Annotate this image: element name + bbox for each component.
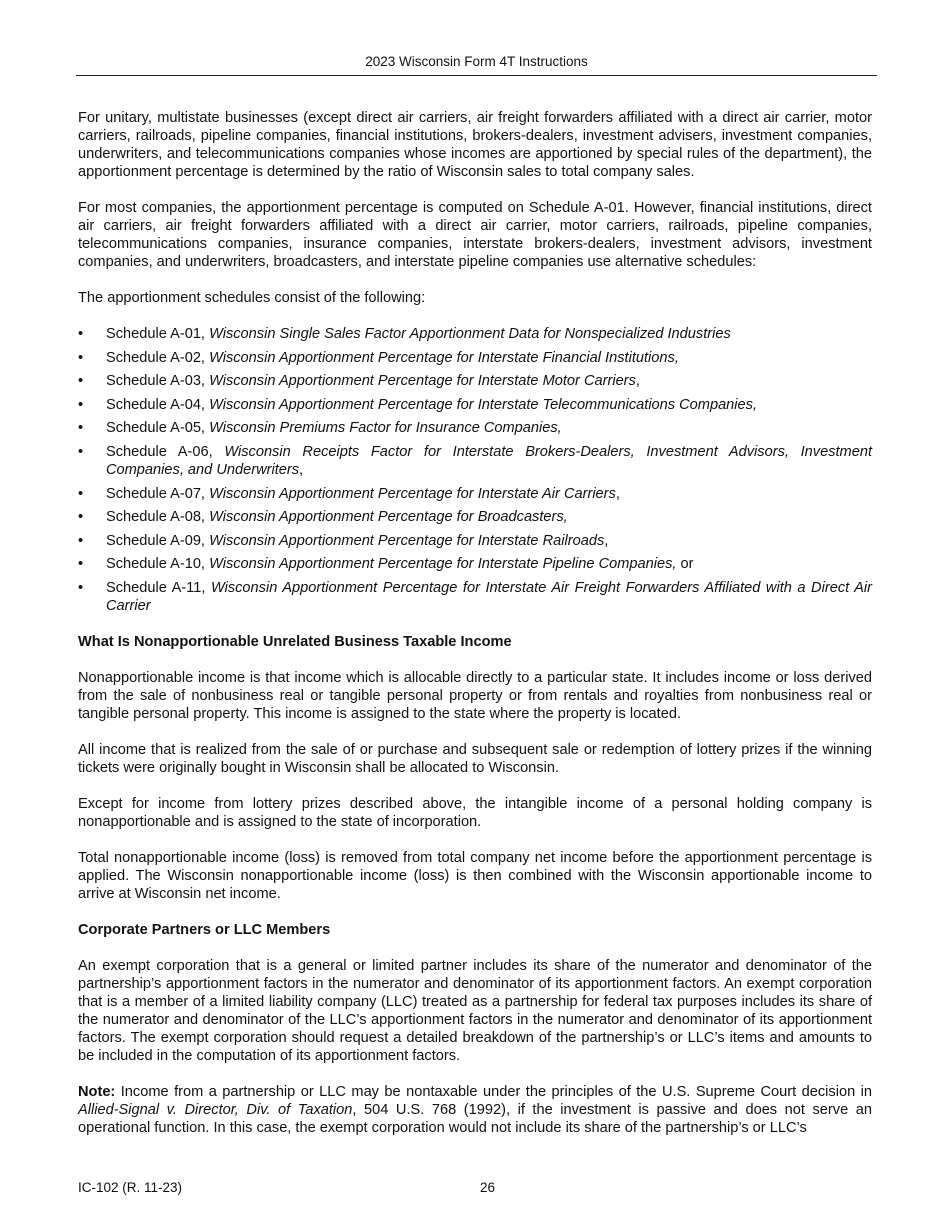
bullet-icon: • <box>78 443 84 460</box>
paragraph-personal-holding: Except for income from lottery prizes described above, the intangible income of a personal holding company is nonapportionable and is assigned to the state of incorporation. <box>78 795 872 830</box>
paragraph-most-companies: For most companies, the apportionment percentage is computed on Schedule A-01. However, financial institutions, direct air carriers, air freight forwarders affiliated with a direct air carrier, motor carriers, railroads, pipeline companies, telecommunications companies, insurance companies, interstate brokers-dealers, investment advisors, investment companies, and underwriters, broadcasters, and interstate pipeline companies use alternative schedules: <box>78 200 872 270</box>
paragraph-schedules-intro: The apportionment schedules consist of the following: <box>78 290 426 306</box>
paragraph-note: Note: Income from a partnership or LLC may be nontaxable under the principles of the U.S. Supreme Court decision in Allied-Signal v. Director, Div. of Taxation, 504 U.S. 768 (1992), if the investment is passive and does not serve an operational function. In this case, the exempt corporation would not include its share of the partnership’s or LLC’s <box>78 1083 872 1136</box>
list-item: • Schedule A-02, Wisconsin Apportionment Percentage for Interstate Financial Institutions, <box>78 349 679 366</box>
bullet-icon: • <box>78 326 84 342</box>
paragraph-total-nonapportionable: Total nonapportionable income (loss) is removed from total company net income before the apportionment percentage is applied. The Wisconsin nonapportionable income (loss) is then combined with the Wisconsin apportionable income to arrive at Wisconsin net income. <box>78 849 872 902</box>
list-item: • Schedule A-03, Wisconsin Apportionment Percentage for Interstate Motor Carriers, <box>78 373 640 390</box>
paragraph-lottery-prizes: All income that is realized from the sale of or purchase and subsequent sale or redemption of lottery prizes if the winning tickets were originally bought in Wisconsin shall be allocated to Wisconsin. <box>78 741 872 776</box>
page-number: 26 <box>480 1180 496 1195</box>
list-item: • Schedule A-11, Wisconsin Apportionment Percentage for Interstate Air Freight Forwarders Affiliated with a Direct Air Carrier <box>78 579 872 614</box>
case-citation: Allied-Signal v. Director, Div. of Taxation <box>78 1101 353 1118</box>
list-item: • Schedule A-01, Wisconsin Single Sales Factor Apportionment Data for Nonspecialized Industries <box>78 326 731 342</box>
section-heading-nonapportionable: What Is Nonapportionable Unrelated Business Taxable Income <box>78 633 512 650</box>
list-item: • Schedule A-05, Wisconsin Premiums Factor for Insurance Companies, <box>78 420 562 437</box>
page-header: 2023 Wisconsin Form 4T Instructions <box>76 54 877 76</box>
bullet-icon: • <box>78 373 84 390</box>
schedule-list <box>78 325 872 615</box>
paragraph-nonapportionable-definition: Nonapportionable income is that income which is allocable directly to a particular state. It includes income or loss derived from the sale of nonbusiness real or tangible personal property or from rentals and royalties from nonbusiness real or tangible personal property. This income is assigned to the state where the property is located. <box>78 669 872 722</box>
bullet-icon: • <box>78 579 84 596</box>
bullet-icon: • <box>78 396 84 413</box>
bullet-icon: • <box>78 509 84 526</box>
bullet-icon: • <box>78 349 84 366</box>
list-item: • Schedule A-06, Wisconsin Receipts Factor for Interstate Brokers-Dealers, Investment Advisors, Investment Companies, and Underwriters, <box>78 443 872 478</box>
paragraph-unitary: For unitary, multistate businesses (except direct air carriers, air freight forwarders affiliated with a direct air carrier, motor carriers, railroads, pipeline companies, financial institutions, brokers-dealers, investment advisers, investment companies, underwriters, and telecommunications companies whose incomes are apportioned by special rules of the department), the apportionment percentage is determined by the ratio of Wisconsin sales to total company sales. <box>78 110 872 180</box>
bullet-icon: • <box>78 532 84 549</box>
bullet-icon: • <box>78 420 84 437</box>
paragraph-exempt-corporation: An exempt corporation that is a general or limited partner includes its share of the numerator and denominator of the partnership’s apportionment factors in the numerator and denominator of its apportionment factors. An exempt corporation that is a member of a limited liability company (LLC) treated as a partnership for federal tax purposes includes its share of the numerator and denominator of the LLC’s apportionment factors in the numerator and denominator of its apportionment factors. The exempt corporation should request a detailed breakdown of the partnership’s or LLC’s items and amounts to be included in the computation of its apportionment factors. <box>78 957 872 1064</box>
page-body <box>78 109 872 1155</box>
bullet-icon: • <box>78 485 84 502</box>
note-label: Note: <box>78 1083 116 1100</box>
list-item: • Schedule A-09, Wisconsin Apportionment Percentage for Interstate Railroads, <box>78 532 609 549</box>
list-item: • Schedule A-08, Wisconsin Apportionment Percentage for Broadcasters, <box>78 509 568 526</box>
list-item: • Schedule A-07, Wisconsin Apportionment Percentage for Interstate Air Carriers, <box>78 485 620 502</box>
bullet-icon: • <box>78 556 84 573</box>
section-heading-partners: Corporate Partners or LLC Members <box>78 921 331 938</box>
form-id: IC-102 (R. 11-23) <box>78 1180 183 1195</box>
list-item: • Schedule A-04, Wisconsin Apportionment Percentage for Interstate Telecommunications Companies, <box>78 396 758 413</box>
list-item: • Schedule A-10, Wisconsin Apportionment Percentage for Interstate Pipeline Companies, or <box>78 556 694 573</box>
